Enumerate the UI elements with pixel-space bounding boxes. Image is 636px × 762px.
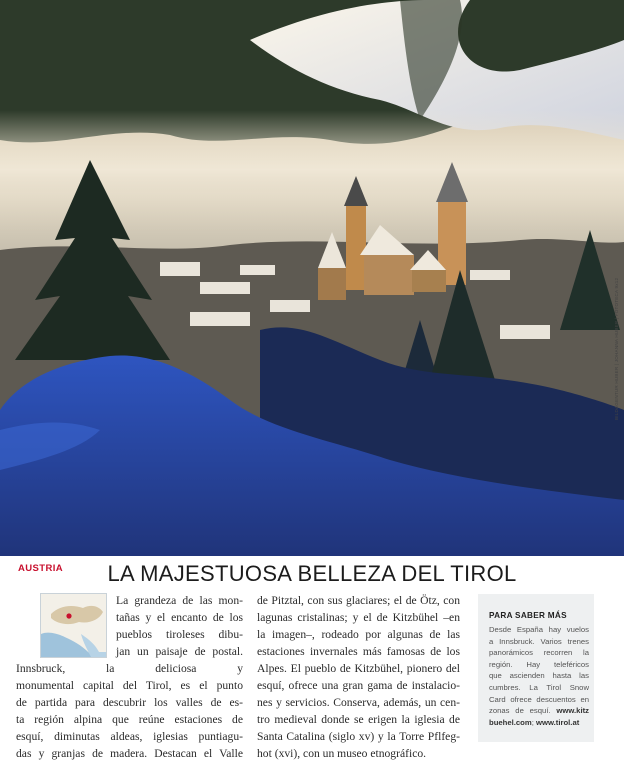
text-line: esquí, diminutas aldeas, iglesias puntiagu- <box>16 730 243 743</box>
text-line: ta región alpina que reúne estaciones de <box>16 713 243 726</box>
text-line: tañas y el encanto de los <box>116 611 243 624</box>
sidebar-line: cumbres. La Tirol Snow <box>489 682 589 692</box>
text-line: la imagen–, rodeado por algunas de las <box>257 628 460 641</box>
sidebar-line-text: zonas de esquí. <box>489 706 551 716</box>
text-line: das y granjas de madera. Destacan el Valle <box>16 747 243 760</box>
kitzbuehel-link[interactable]: www.kitz <box>556 706 589 716</box>
sidebar-line: a Innsbruck. Varios trenes <box>489 636 589 646</box>
text-line: Santa Catalina (siglo xv) y la Torre Pflfeg- <box>257 730 460 743</box>
sidebar-title: PARA SABER MÁS <box>489 611 567 620</box>
tirol-link[interactable]: www.tirol.at <box>536 717 580 727</box>
text-line: nes y servicios. Conserva, además, un cen- <box>257 696 460 709</box>
text-line: hot (xvi), con un museo etnográfico. <box>257 747 427 760</box>
text-line: esquí, ofrece una gran gama de instalacio- <box>257 679 460 692</box>
text-line: jan un paisaje de postal. <box>116 645 243 658</box>
kitzbuehel-link-cont[interactable]: buehel.com <box>489 717 532 727</box>
article-column-1-top <box>116 592 243 660</box>
sidebar-line: Card ofrece descuentos en <box>489 694 589 704</box>
text-line: de Pitztal, con sus glaciares; el de Ötz, con <box>257 594 460 607</box>
page-gutter <box>624 0 636 750</box>
sidebar-text <box>489 624 589 728</box>
sidebar-line: Desde España hay vuelos <box>489 625 589 634</box>
text-line: Alpes. El pueblo de Kitzbühel, pionero del <box>257 662 460 675</box>
text-line: lagunas cristalinas; y el de Kitzbühel –en <box>257 611 460 624</box>
sidebar-line: panorámicos recorren la <box>489 648 589 658</box>
sidebar-line: que ascienden hasta las <box>489 671 589 681</box>
sidebar-line <box>489 705 589 717</box>
austria-map-icon <box>40 593 107 658</box>
link-separator: ; <box>531 717 536 727</box>
text-line: Innsbruck, la deliciosa y <box>16 662 243 675</box>
article-column-2 <box>257 592 460 762</box>
article-column-1 <box>16 660 243 762</box>
page-title: LA MAJESTUOSA BELLEZA DEL TIROL <box>107 561 517 586</box>
text-line: de partida para descubrir los valles de es- <box>16 696 243 709</box>
section-label: AUSTRIA <box>18 563 64 574</box>
text-line: La grandeza de las mon- <box>116 594 243 607</box>
sidebar-line: región. Hay teleféricos <box>489 659 589 669</box>
photo-credit: BILDAGENTUR HUBER | JOHANNA HUBER | FOTOTECA 9x12 <box>614 277 619 420</box>
text-line: tro medieval donde se erigen la iglesia de <box>257 713 460 726</box>
text-line: estaciones invernales más famosas de los <box>257 645 460 658</box>
text-line: monumental capital del Tirol, es el punto <box>16 679 243 692</box>
sidebar-line <box>489 717 589 729</box>
text-line: pueblos tiroleses dibu- <box>116 628 243 641</box>
